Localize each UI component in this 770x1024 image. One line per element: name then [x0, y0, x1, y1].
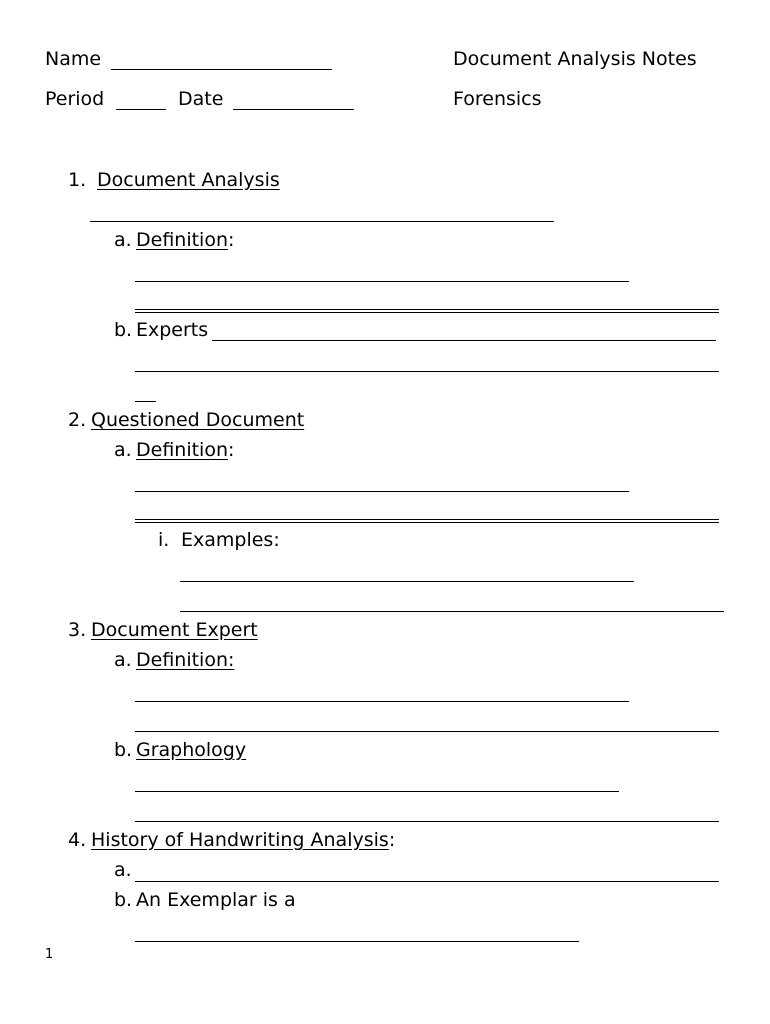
date-label: Date [178, 88, 224, 110]
section-1-blank[interactable] [90, 221, 554, 222]
section-3b-blank-1[interactable] [135, 791, 619, 792]
section-2-item-a-label: Definition [136, 439, 229, 461]
page-number: 1 [45, 947, 54, 962]
section-2a-blank-2[interactable] [135, 519, 719, 523]
section-4-item-b-label: An Exemplar is a [136, 889, 296, 911]
section-3-item-b-label: Graphology [136, 739, 247, 761]
section-3a-blank-1[interactable] [135, 701, 629, 702]
period-blank[interactable] [116, 109, 166, 110]
section-2a-blank-1[interactable] [135, 491, 629, 492]
section-1a-blank-1[interactable] [135, 281, 629, 282]
section-1a-blank-2[interactable] [135, 309, 719, 313]
section-1-item-a-label: Definition [136, 229, 229, 251]
section-1b-blank-3[interactable] [135, 401, 156, 402]
section-3-item-a-letter: a. [114, 649, 132, 671]
section-2-item-a-letter: a. [114, 439, 132, 461]
section-3-number: 3. [68, 619, 87, 641]
section-1-title: Document Analysis [97, 169, 280, 191]
period-label: Period [45, 88, 105, 110]
section-1-item-b-letter: b. [114, 319, 133, 341]
section-4-item-a-letter: a. [114, 859, 132, 881]
section-2-item-i-letter: i. [158, 529, 170, 551]
section-4-item-b-letter: b. [114, 889, 133, 911]
section-1-number: 1. [68, 169, 87, 191]
section-2-item-i-label: Examples: [181, 529, 280, 551]
section-1-item-a-letter: a. [114, 229, 132, 251]
section-1b-blank-1[interactable] [212, 340, 716, 341]
name-blank[interactable] [111, 69, 332, 70]
section-1b-blank-2[interactable] [135, 371, 719, 372]
section-1-item-a-suffix: : [228, 229, 235, 251]
section-3-item-a-label: Definition: [136, 649, 235, 671]
section-2i-blank-1[interactable] [180, 581, 634, 582]
section-4b-blank[interactable] [135, 941, 579, 942]
section-1-item-b-label: Experts [136, 319, 209, 341]
section-3b-blank-2[interactable] [135, 821, 719, 822]
date-blank[interactable] [233, 109, 354, 110]
section-4-number: 4. [68, 829, 87, 851]
name-label: Name [45, 48, 102, 70]
section-2i-blank-2[interactable] [180, 611, 724, 612]
section-2-title: Questioned Document [91, 409, 305, 431]
subject-label: Forensics [453, 88, 542, 110]
section-4-title-suffix: : [388, 829, 396, 851]
document-title: Document Analysis Notes [453, 48, 697, 70]
section-4a-blank[interactable] [135, 881, 719, 882]
section-3-item-b-letter: b. [114, 739, 133, 761]
section-4-title: History of Handwriting Analysis [91, 829, 389, 851]
section-3-title: Document Expert [91, 619, 258, 641]
section-2-item-a-suffix: : [228, 439, 235, 461]
section-2-number: 2. [68, 409, 87, 431]
section-3a-blank-2[interactable] [135, 731, 719, 732]
